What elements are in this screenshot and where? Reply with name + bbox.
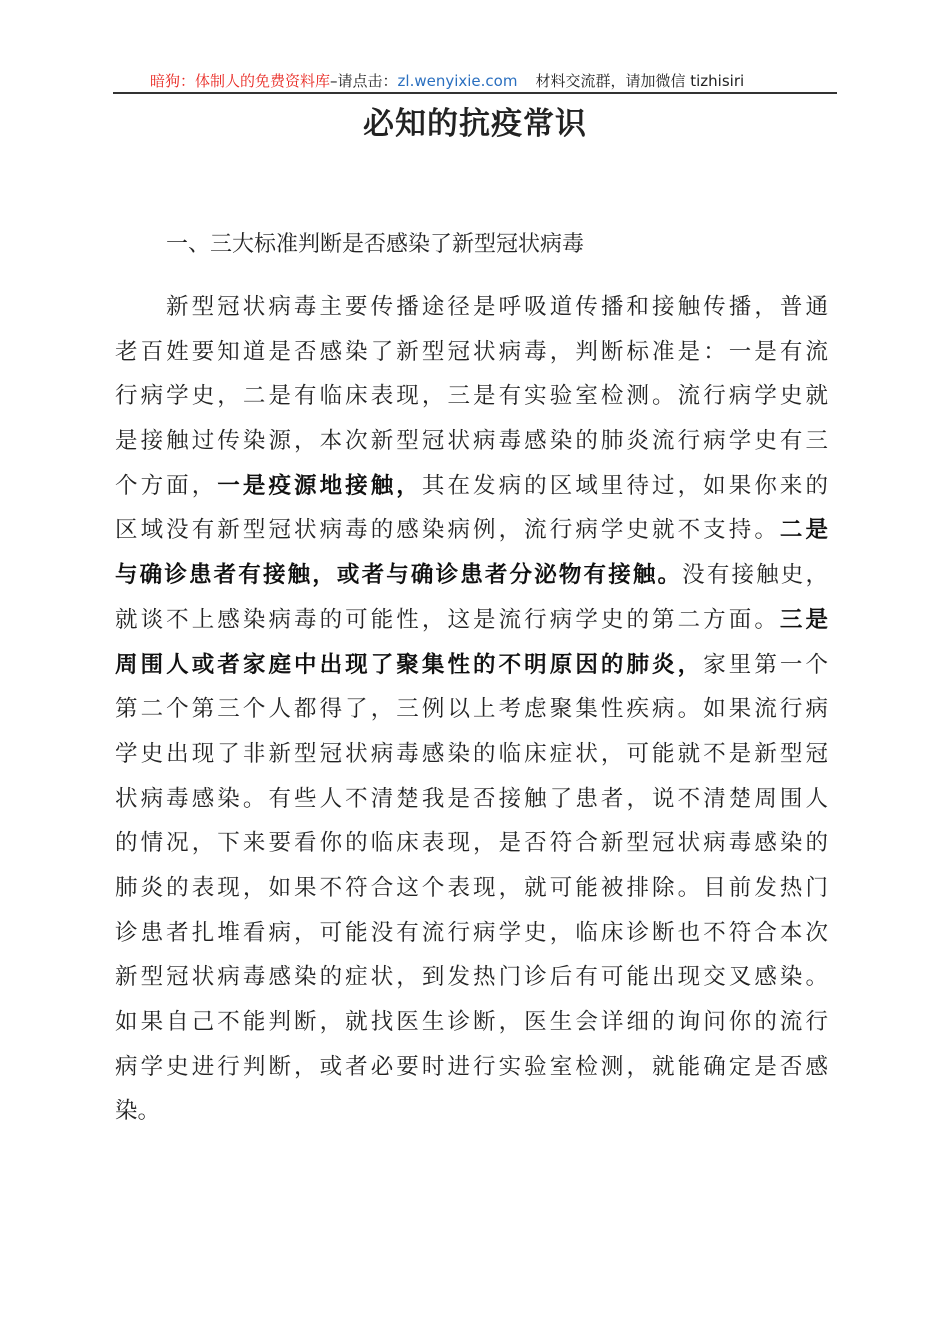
paragraph-line — [115, 732, 828, 777]
text: 肺炎的表现，如果不符合这个表现，就可能被排除。目前发热门 — [115, 874, 828, 901]
bold-text: 与确诊患者有接触，或者与确诊患者分泌物有接触。 — [115, 562, 683, 589]
text: 个方面， — [115, 472, 218, 499]
body-paragraph — [115, 285, 828, 1134]
text: 染。 — [115, 1098, 161, 1125]
paragraph-line — [115, 508, 828, 553]
paragraph-line — [115, 419, 828, 464]
text: 第二个第三个人都得了，三例以上考虑聚集性疾病。如果流行病 — [115, 696, 828, 723]
text: 家里第一个 — [703, 651, 828, 678]
paragraph-line — [115, 955, 828, 1000]
paragraph-line — [115, 911, 828, 956]
text: 行病学史，二是有临床表现，三是有实验室检测。流行病学史就 — [115, 383, 828, 410]
paragraph-line — [115, 330, 828, 375]
text: 的情况，下来要看你的临床表现，是否符合新型冠状病毒感染的 — [115, 830, 828, 857]
bold-text: 周围人或者家庭中出现了聚集性的不明原因的肺炎， — [115, 651, 704, 678]
header-prompt: –请点击： — [330, 72, 398, 90]
paragraph-line — [115, 643, 828, 688]
paragraph-line — [115, 1089, 828, 1134]
section-heading: 一、三大标准判断是否感染了新型冠状病毒 — [166, 232, 585, 257]
paragraph-line — [115, 598, 828, 643]
text: 是接触过传染源，本次新型冠状病毒感染的肺炎流行病学史有三 — [115, 428, 828, 455]
header-contact: 材料交流群，请加微信 tizhisiri — [535, 72, 745, 90]
text: 新型冠状病毒主要传播途径是呼吸道传播和接触传播，普通 — [166, 294, 828, 320]
paragraph-line — [115, 1045, 828, 1090]
paragraph-line — [115, 687, 828, 732]
text: 如果自己不能判断，就找医生诊断，医生会详细的询问你的流行 — [115, 1009, 828, 1035]
paragraph-line — [115, 285, 828, 330]
bold-text: 一是疫源地接触， — [217, 472, 422, 499]
text: 病学史进行判断，或者必要时进行实验室检测，就能确定是否感 — [115, 1053, 828, 1080]
header-rule — [113, 92, 837, 94]
paragraph-line — [115, 866, 828, 911]
paragraph-line — [115, 374, 828, 419]
text: 就谈不上感染病毒的可能性，这是流行病学史的第二方面。 — [115, 606, 780, 633]
paragraph-line — [115, 1000, 828, 1045]
paragraph-line — [115, 777, 828, 822]
watermark-header — [150, 70, 744, 91]
text: 学史出现了非新型冠状病毒感染的临床症状，可能就不是新型冠 — [115, 740, 828, 767]
site-url-link[interactable]: zl.wenyixie.com — [397, 72, 518, 90]
text: 状病毒感染。有些人不清楚我是否接触了患者，说不清楚周围人 — [115, 785, 828, 812]
text: 老百姓要知道是否感染了新型冠状病毒，判断标准是：一是有流 — [115, 338, 828, 365]
text: 其在发病的区域里待过，如果你来的 — [421, 472, 828, 499]
text: 没有接触史， — [682, 562, 828, 589]
text: 区域没有新型冠状病毒的感染病例，流行病学史就不支持。 — [115, 517, 780, 544]
text: 新型冠状病毒感染的症状，到发热门诊后有可能出现交叉感染。 — [115, 964, 828, 991]
text: 诊患者扎堆看病，可能没有流行病学史，临床诊断也不符合本次 — [115, 919, 828, 946]
bold-text: 三是 — [779, 606, 828, 633]
paragraph-line — [115, 464, 828, 509]
paragraph-line — [115, 821, 828, 866]
bold-text: 二是 — [779, 517, 828, 544]
document-title: 必知的抗疫常识 — [363, 106, 587, 142]
site-name: 暗狗：体制人的免费资料库 — [150, 72, 331, 90]
paragraph-line — [115, 553, 828, 598]
